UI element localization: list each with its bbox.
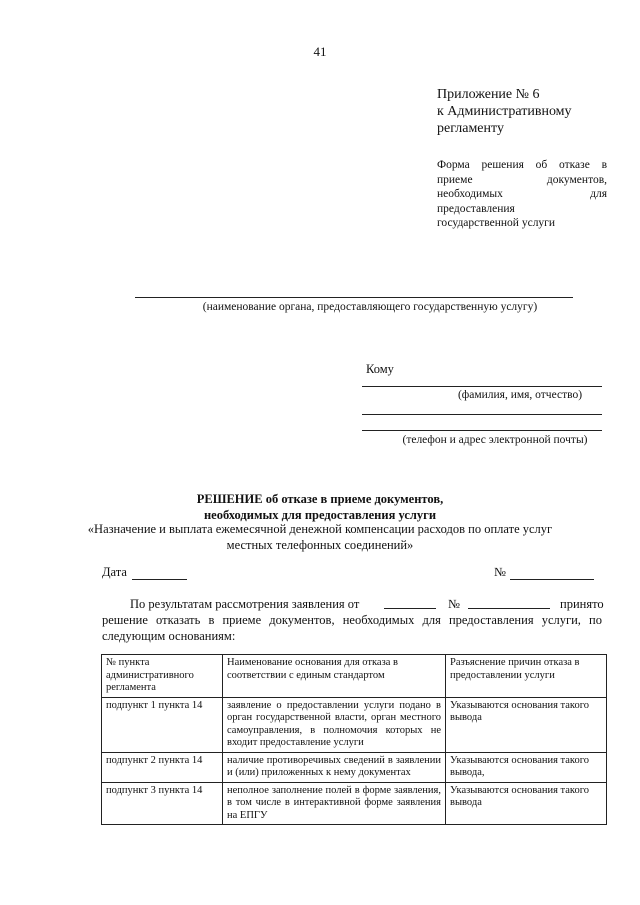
appendix-line-3: регламенту xyxy=(437,121,504,136)
recipient-name-caption: (фамилия, имя, отчество) xyxy=(457,389,583,401)
table-row xyxy=(102,752,607,782)
appendix-line-2: к Административному xyxy=(437,104,572,119)
row-explanation: Указываются основания такого вывода xyxy=(446,782,607,825)
date-label: Дата xyxy=(102,565,127,579)
row-explanation: Указываются основания такого вывода, xyxy=(446,752,607,782)
decision-title-line-3: «Назначение и выплата ежемесячной денежной компенсации расходов по оплате услуг xyxy=(87,522,553,536)
paragraph-line-1b: № xyxy=(448,597,460,611)
recipient-contact-line xyxy=(362,430,602,431)
recipient-name-line xyxy=(362,386,602,387)
page-number: 41 xyxy=(313,44,327,59)
header-reason: Наименование основания для отказа в соответствии с единым стандартом xyxy=(223,655,446,698)
table-row xyxy=(102,697,607,752)
paragraph-line-2: решение отказать в приеме документов, необходимых для предоставления услуги, по xyxy=(102,613,602,627)
recipient-extra-line xyxy=(362,414,602,415)
header-explanation: Разъяснение причин отказа в предоставлении услуги xyxy=(446,655,607,698)
form-description-line-1: Форма решения об отказе в xyxy=(437,159,607,171)
recipient-to-label: Кому xyxy=(366,362,394,376)
row-point: подпункт 2 пункта 14 xyxy=(102,752,223,782)
appendix-line-1: Приложение № 6 xyxy=(437,87,540,102)
decision-title-line-2: необходимых для предоставления услуги xyxy=(203,508,437,522)
row-explanation: Указываются основания такого вывода xyxy=(446,697,607,752)
paragraph-line-3: следующим основаниям: xyxy=(102,629,236,643)
paragraph-line-1c: принято xyxy=(560,597,604,611)
date-field-line xyxy=(132,579,187,580)
header-point: № пункта административного регламента xyxy=(102,655,223,698)
row-point: подпункт 1 пункта 14 xyxy=(102,697,223,752)
refusal-grounds-table xyxy=(101,654,607,825)
form-description-line-2: приеме документов, xyxy=(437,173,607,186)
form-description-line-5: государственной услуги xyxy=(437,217,556,229)
row-reason: наличие противоречивых сведений в заявлении и (или) приложенных к нему документах xyxy=(223,752,446,782)
row-point: подпункт 3 пункта 14 xyxy=(102,782,223,825)
form-description-line-3: необходимых для xyxy=(437,188,607,200)
form-description-line-4: предоставления xyxy=(437,202,515,215)
table-header-row xyxy=(102,655,607,698)
number-field-line xyxy=(510,579,594,580)
decision-title-line-1: РЕШЕНИЕ об отказе в приеме документов, xyxy=(196,492,444,506)
authority-name-line xyxy=(135,297,573,298)
table-row xyxy=(102,782,607,825)
appendix-header xyxy=(437,86,617,137)
recipient-contact-caption: (телефон и адрес электронной почты) xyxy=(402,434,588,446)
row-reason: заявление о предоставлении услуги подано в орган государственной власти, орган местного самоуправления, в полномочия которых не входит предоставление услуги xyxy=(223,697,446,752)
row-reason: неполное заполнение полей в форме заявления, в том числе в интерактивной форме заявления на ЕПГУ xyxy=(223,782,446,825)
application-number-line xyxy=(468,608,550,609)
authority-caption: (наименование органа, предоставляющего государственную услугу) xyxy=(202,301,538,313)
application-date-line xyxy=(384,608,436,609)
decision-title-line-4: местных телефонных соединений» xyxy=(226,538,414,552)
number-label: № xyxy=(494,565,506,579)
form-description xyxy=(437,158,607,231)
paragraph-line-1a: По результатам рассмотрения заявления от xyxy=(130,597,360,611)
